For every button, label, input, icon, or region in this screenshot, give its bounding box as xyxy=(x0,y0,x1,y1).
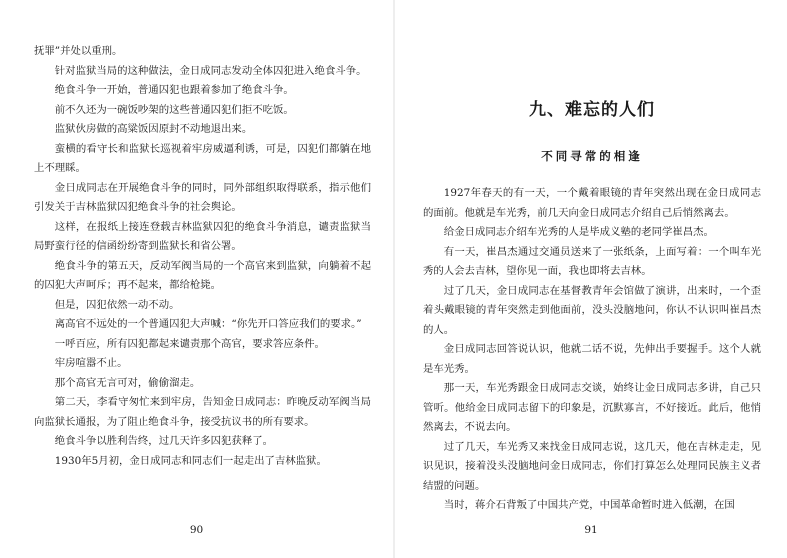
paragraph: 绝食斗争的第五天，反动军阀当局的一个高官来到监狱，向躺着不起的囚犯大声呵斥；再不起来，都给枪毙。 xyxy=(34,259,371,291)
page-number-right: 91 xyxy=(584,524,598,536)
page-number-left: 90 xyxy=(189,524,204,536)
paragraph: 绝食斗争以胜利告终，过几天许多囚犯获释了。 xyxy=(54,435,273,447)
paragraph: 有一天，崔昌杰通过交通员送来了一张纸条，上面写着：一个叫车光秀的人会去吉林，望你见一面，我也即将去吉林。 xyxy=(423,245,761,277)
paragraph: 前不久还为一碗饭吵架的这些普通囚犯们拒不吃饭。 xyxy=(54,103,294,116)
paragraph: 那一天，车光秀跟金日成同志交谈，始终让金日成同志多讲，自己只管听。他给金日成同志留下的印象是，沉默寡言，不好接近。此后，他悄然离去，不说去向。 xyxy=(423,382,761,433)
paragraph: 这样，在报纸上接连登载吉林监狱囚犯的绝食斗争消息，谴责监狱当局野蛮行径的信函纷纷寄到监狱长和省公署。 xyxy=(34,220,371,252)
paragraph: 针对监狱当局的这种做法，金日成同志发动全体囚犯进入绝食斗争。 xyxy=(54,64,367,77)
paragraph: 抚罪”并处以重刑。 xyxy=(34,45,123,57)
paragraph: 过了几天，车光秀又来找金日成同志说，这几天，他在吉林走走，见识见识，接着没头没脑地问金日成同志，你们打算怎么处理同民族主义者结盟的问题。 xyxy=(423,440,761,492)
chapter-title: 九、难忘的人们 xyxy=(529,100,655,120)
section-title: 不同寻常的相逢 xyxy=(541,149,643,163)
paragraph: 离高官不远处的一个普通囚犯大声喊：“你先开口答应我们的要求。” xyxy=(54,318,362,330)
paragraph: 牢房喧嚣不止。 xyxy=(54,357,128,369)
paragraph: 金日成同志在开展绝食斗争的同时，同外部组织取得联系，指示他们引发关于吉林监狱囚犯绝食斗争的社会舆论。 xyxy=(34,181,371,213)
paragraph: 第二天，李看守匆忙来到牢房，告知金日成同志：昨晚反动军阀当局向监狱长通报，为了阻止绝食斗争，接受抗议书的所有要求。 xyxy=(34,396,371,428)
paragraph: 给金日成同志介绍车光秀的人是毕成义塾的老同学崔昌杰。 xyxy=(443,226,714,238)
right-page xyxy=(395,0,787,558)
paragraph: 监狱伙房做的高粱饭因原封不动地退出来。 xyxy=(54,123,253,135)
paragraph: 但是，囚犯依然一动不动。 xyxy=(54,298,180,311)
paragraph: 1927年春天的有一天，一个戴着眼镜的青年突然出现在金日成同志的面前。他就是车光秀，前几天向金日成同志介绍自己后悄然离去。 xyxy=(423,187,761,219)
left-page-text xyxy=(34,42,371,471)
paragraph: 过了几天，金日成同志在基督教青年会馆做了演讲，出来时，一个歪着头戴眼镜的青年突然走到他面前，没头没脑地问，你认不认识叫崔昌杰的人。 xyxy=(423,284,761,336)
paragraph: 蛮横的看守长和监狱长巡视着牢房威逼利诱，可是，囚犯们都躺在地上不理睬。 xyxy=(34,142,371,174)
paragraph: 绝食斗争一开始，普通囚犯也跟着参加了绝食斗争。 xyxy=(54,84,294,96)
paragraph: 1930年5月初，金日成同志和同志们一起走出了吉林监狱。 xyxy=(54,454,327,467)
left-page xyxy=(0,0,393,558)
paragraph: 当时，蒋介石背叛了中国共产党，中国革命暂时进入低潮，在国 xyxy=(443,499,735,511)
right-page-text xyxy=(423,184,761,516)
paragraph: 金日成同志回答说认识，他就二话不说，先伸出手要握手。这个人就是车光秀。 xyxy=(423,343,761,375)
paragraph: 一呼百应，所有囚犯都起来谴责那个高官，要求答应条件。 xyxy=(54,337,325,350)
paragraph: 那个高官无言可对，偷偷溜走。 xyxy=(54,376,201,389)
